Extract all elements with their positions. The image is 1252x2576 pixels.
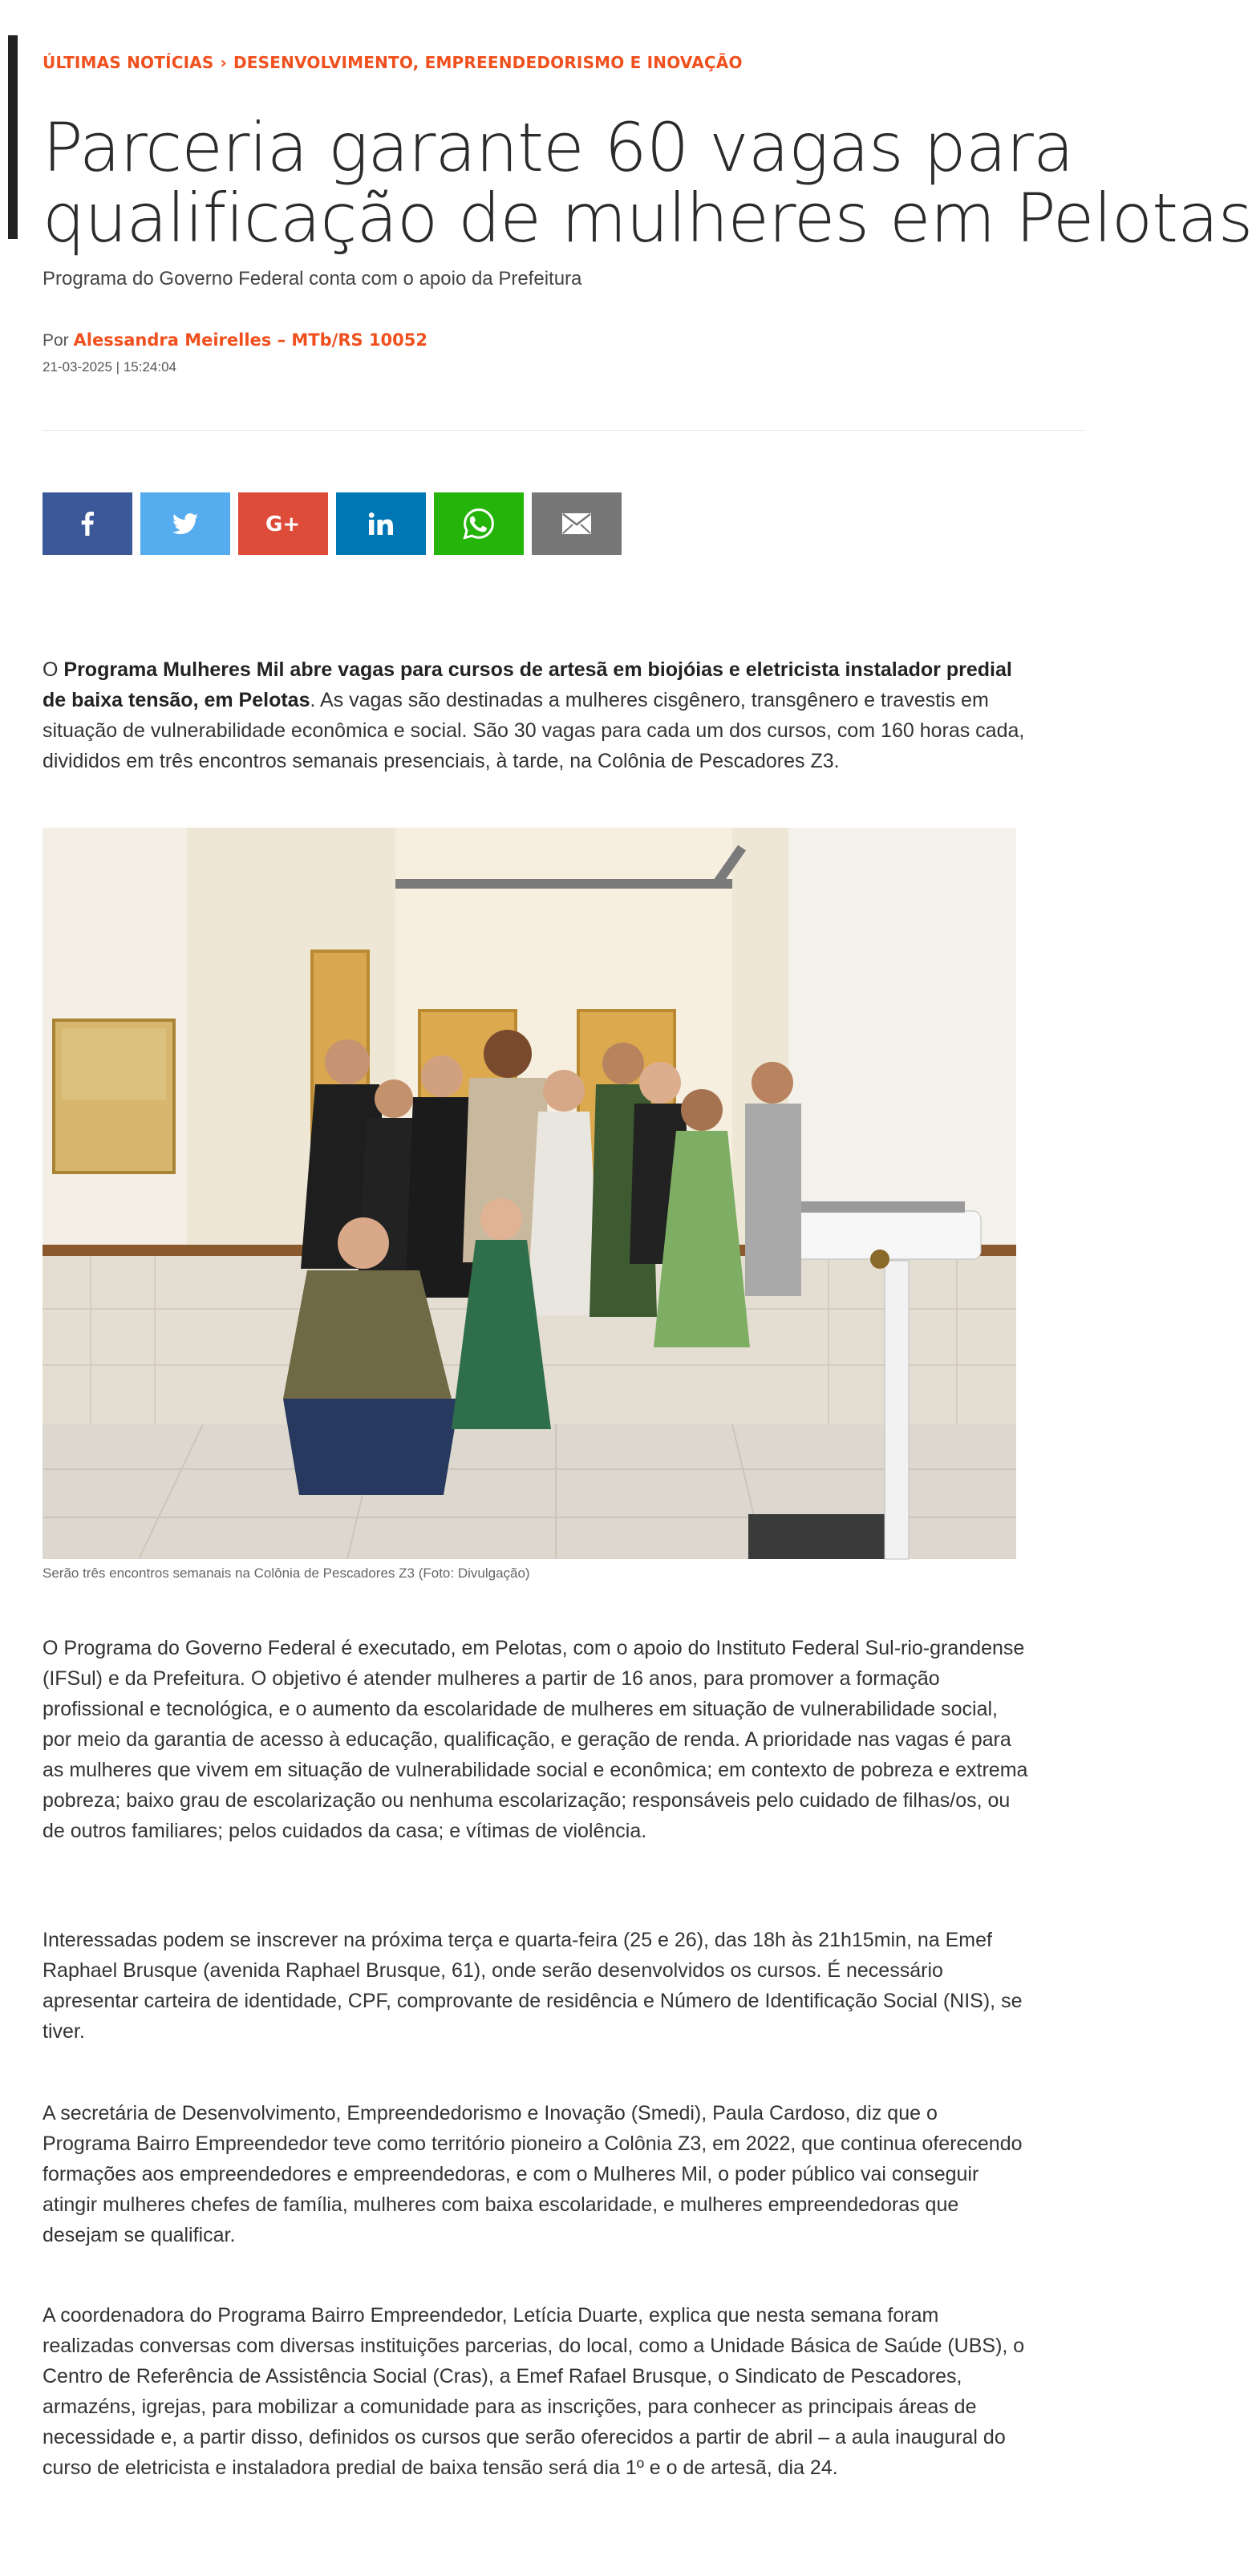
- title-accent-bar: [8, 35, 18, 239]
- paragraph-1-lead: O: [43, 658, 64, 681]
- article-datetime: 21-03-2025 | 15:24:04: [43, 359, 176, 375]
- group-photo-illustration: [43, 828, 1016, 1559]
- paragraph-1-text: . As vagas são destinadas a mulheres cisgênero, transgênero e travestis em situação de vulnerabilidade econômica e social. São 30 vagas para cada um dos cursos, com 160 horas cada, divididos em três encontros semanais presenciais, à tarde, na Colônia de Pescadores Z3.: [43, 689, 1025, 772]
- article-subtitle: Programa do Governo Federal conta com o apoio da Prefeitura: [43, 268, 582, 290]
- share-email-button[interactable]: [532, 492, 622, 555]
- article-photo: [43, 828, 1016, 1559]
- twitter-icon: [172, 513, 198, 534]
- google-plus-icon: [265, 512, 301, 537]
- article-paragraph-2: O Programa do Governo Federal é executado, em Pelotas, com o apoio do Instituto Federal Sul-rio-grandense (IFSul) e da Prefeitura. O objetivo é atender mulheres a partir de 16 anos, para promover a formação profissional e tecnológica, e o aumento da escolaridade de mulheres em situação de vulnerabilidade social, por meio da garantia de acesso à educação, qualificação, e geração de renda. A prioridade nas vagas é para as mulheres que vivem em situação de vulnerabilidade social e econômica; em contexto de pobreza e extrema pobreza; baixo grau de escolarização ou nenhuma escolarização; responsáveis pelo cuidado de filhas/os, ou de outros familiares; pelos cuidados da casa; e vítimas de violência.: [43, 1637, 1028, 1842]
- share-linkedin-button[interactable]: [336, 492, 426, 555]
- share-google-plus-button[interactable]: [238, 492, 328, 555]
- article-title-line-2: qualificação de mulheres em Pelotas: [43, 179, 1252, 257]
- breadcrumb-link-latest-news[interactable]: ÚLTIMAS NOTÍCIAS: [43, 53, 214, 72]
- header-divider: [43, 430, 1085, 431]
- article-paragraph-5: A coordenadora do Programa Bairro Empreendedor, Letícia Duarte, explica que nesta semana foram realizadas conversas com diversas instituições parcerias, do local, como a Unidade Básica de Saúde (UBS), o Centro de Referência de Assistência Social (Cras), a Emef Rafael Brusque, o Sindicato de Pescadores, armazéns, igrejas, para mobilizar a comunidade para as inscrições, para conhecer as principais áreas de necessidade e, a partir disso, definidos os cursos que serão oferecidos a partir de abril – a aula inaugural do curso de eletricista e instaladora predial de baixa tensão será dia 1º e o de artesã, dia 24.: [43, 2304, 1025, 2479]
- breadcrumb: [43, 53, 743, 72]
- svg-text:G+: G+: [265, 512, 301, 537]
- share-buttons: [43, 492, 622, 555]
- share-twitter-button[interactable]: [140, 492, 230, 555]
- article-title-line-1: Parceria garante 60 vagas para: [43, 108, 1074, 187]
- linkedin-icon: [369, 512, 393, 535]
- article-paragraph-1: [43, 654, 1029, 776]
- byline-prefix: Por: [43, 331, 69, 350]
- email-icon: [562, 513, 591, 534]
- paragraph-1-highlight: Programa Mulheres Mil abre vagas para cursos de artesã em biojóias e eletricista instalador predial de baixa tensão, em Pelotas: [43, 658, 1012, 711]
- photo-caption: Serão três encontros semanais na Colônia de Pescadores Z3 (Foto: Divulgação): [43, 1565, 530, 1581]
- whatsapp-icon: [463, 508, 495, 540]
- breadcrumb-link-category[interactable]: DESENVOLVIMENTO, EMPREENDEDORISMO E INOVAÇÃO: [233, 53, 743, 72]
- article-byline: [43, 330, 427, 350]
- article-paragraph-3: Interessadas podem se inscrever na próxima terça e quarta-feira (25 e 26), das 18h às 21h15min, na Emef Raphael Brusque (avenida Raphael Brusque, 61), onde serão desenvolvidos os cursos. É necessário apresentar carteira de identidade, CPF, comprovante de residência e Número de Identificação Social (NIS), se tiver.: [43, 1929, 1023, 2043]
- share-whatsapp-button[interactable]: [434, 492, 524, 555]
- breadcrumb-separator: ›: [220, 53, 227, 72]
- author-link[interactable]: Alessandra Meirelles – MTb/RS 10052: [73, 330, 428, 350]
- article-paragraph-4: A secretária de Desenvolvimento, Empreendedorismo e Inovação (Smedi), Paula Cardoso, diz que o Programa Bairro Empreendedor teve como território pioneiro a Colônia Z3, em 2022, que continua oferecendo formações aos empreendedores e empreendedoras, e com o Mulheres Mil, o poder público vai conseguir atingir mulheres chefes de família, mulheres com baixa escolaridade, e mulheres empreendedoras que desejam se qualificar.: [43, 2102, 1023, 2246]
- article-title: [43, 108, 1252, 257]
- share-facebook-button[interactable]: [43, 492, 132, 555]
- facebook-icon: [81, 512, 94, 536]
